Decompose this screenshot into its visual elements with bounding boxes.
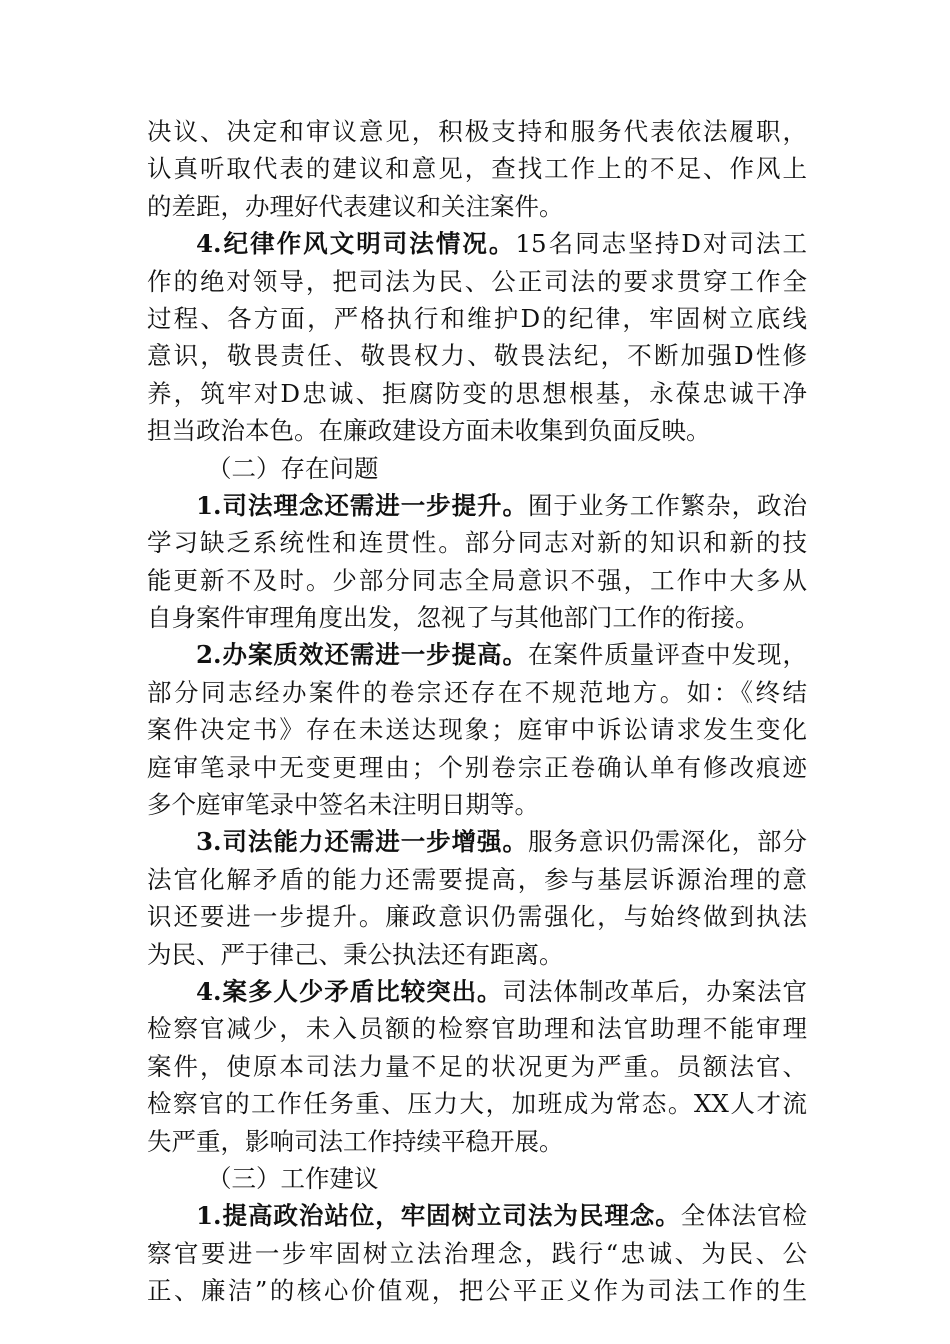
text-line: 认真听取代表的建议和意见，查找工作上的不足、作风上 [147, 154, 807, 184]
section-heading-suggestions: （三）工作建议 [207, 1163, 379, 1193]
point-title: 1.提高政治站位，牢固树立司法为民理念。 [196, 1201, 681, 1231]
text-line: 意识，敬畏责任、敬畏权力、敬畏法纪，不断加强D性修 [147, 341, 807, 371]
text-line: 案件决定书》存在未送达现象；庭审中诉讼请求发生变化 [147, 715, 807, 745]
point-text: 全体法官检 [680, 1201, 807, 1231]
text-line: 察官要进一步牢固树立法治理念，践行“忠诚、为民、公 [147, 1238, 807, 1268]
text-line [147, 973, 807, 1010]
text-line: 养，筑牢对D忠诚、拒腐防变的思想根基，永葆忠诚干净 [147, 378, 807, 408]
section-heading-problems: （二）存在问题 [207, 453, 379, 483]
text-line: 的差距，办理好代表建议和关注案件。 [147, 191, 564, 221]
text-line: 多个庭审笔录中签名未注明日期等。 [147, 790, 539, 820]
text-line: 能更新不及时。少部分同志全局意识不强，工作中大多从 [147, 565, 807, 595]
paragraph-problem-4 [147, 973, 807, 1160]
text-line: 案件，使原本司法力量不足的状况更为严重。员额法官、 [147, 1051, 807, 1081]
point-title: 1.司法理念还需进一步提升。 [196, 490, 528, 520]
document-body [147, 113, 807, 1310]
point-text: 服务意识仍需深化，部分 [527, 827, 807, 857]
point-text: 在案件质量评查中发现， [527, 640, 807, 670]
point-title: 4.案多人少矛盾比较突出。 [196, 976, 503, 1006]
paragraph-problem-2 [147, 636, 807, 823]
point-text: 司法体制改革后，办案法官 [502, 976, 807, 1006]
text-line: 法官化解矛盾的能力还需要提高，参与基层诉源治理的意 [147, 864, 807, 894]
text-line [147, 823, 807, 860]
point-title: 3.司法能力还需进一步增强。 [196, 827, 528, 857]
paragraph-suggestion-1 [147, 1197, 807, 1309]
text-line: 决议、决定和审议意见，积极支持和服务代表依法履职， [147, 117, 807, 146]
text-line: 正、廉洁”的核心价值观，把公平正义作为司法工作的生 [147, 1276, 807, 1306]
text-line [147, 1197, 807, 1234]
point-text: 囿于业务工作繁杂，政治 [527, 490, 807, 520]
text-line [147, 225, 807, 262]
text-line: 失严重，影响司法工作持续平稳开展。 [147, 1126, 564, 1156]
text-line: 过程、各方面，严格执行和维护D的纪律，牢固树立底线 [147, 303, 807, 333]
point-text: 15名同志坚持D对司法工 [515, 229, 807, 259]
text-line: 部分同志经办案件的卷宗还存在不规范地方。如：《终结 [147, 677, 807, 707]
point-title: 2.办案质效还需进一步提高。 [196, 640, 528, 670]
paragraph-problem-1 [147, 487, 807, 637]
text-line: 为民、严于律己、秉公执法还有距离。 [147, 939, 564, 969]
text-line [147, 487, 807, 524]
point-title: 4.纪律作风文明司法情况。 [196, 229, 516, 259]
paragraph-discipline [147, 225, 807, 449]
text-line: 担当政治本色。在廉政建设方面未收集到负面反映。 [147, 416, 711, 446]
text-line: 检察官的工作任务重、压力大，加班成为常态。XX人才流 [147, 1089, 807, 1119]
text-line [147, 636, 807, 673]
text-line: 学习缺乏系统性和连贯性。部分同志对新的知识和新的技 [147, 528, 807, 558]
text-line: 作的绝对领导，把司法为民、公正司法的要求贯穿工作全 [147, 266, 807, 296]
text-line: 检察官减少，未入员额的检察官助理和法官助理不能审理 [147, 1014, 807, 1044]
text-line: 自身案件审理角度出发，忽视了与其他部门工作的衔接。 [147, 603, 760, 633]
paragraph-problem-3 [147, 823, 807, 973]
text-line: 庭审笔录中无变更理由；个别卷宗正卷确认单有修改痕迹 [147, 752, 807, 782]
text-line: 识还要进一步提升。廉政意识仍需强化，与始终做到执法 [147, 902, 807, 932]
paragraph-continuation [147, 113, 807, 225]
